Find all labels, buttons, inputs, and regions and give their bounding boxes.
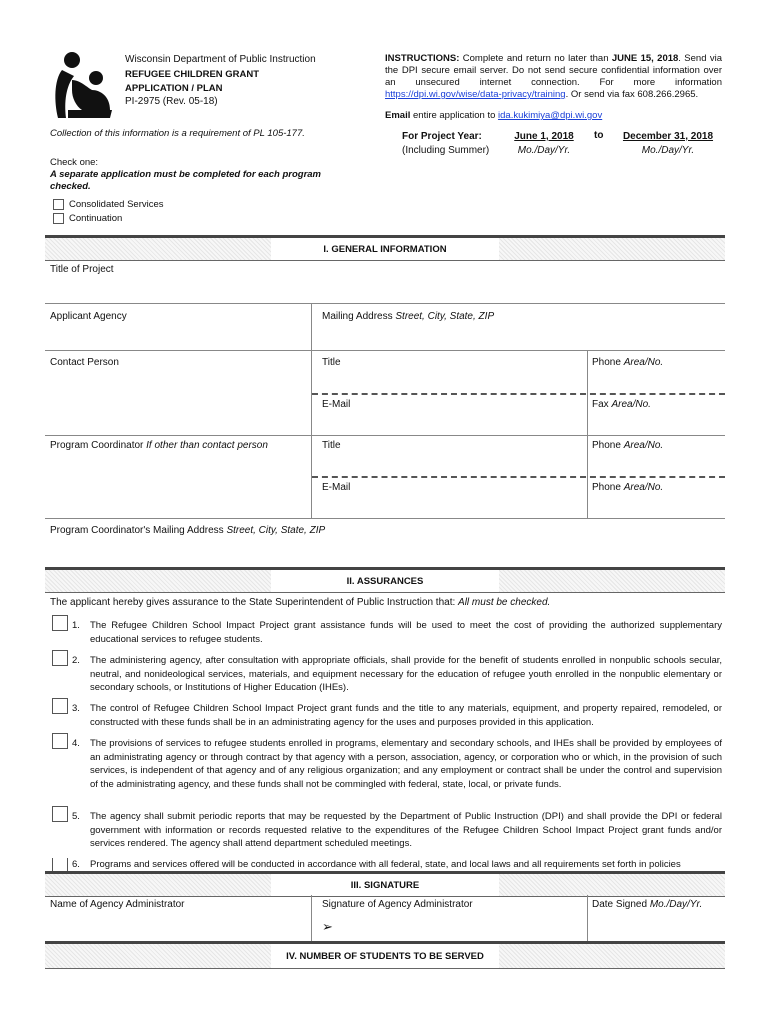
- coordinator-address-field[interactable]: [45, 520, 725, 564]
- instructions: INSTRUCTIONS: Complete and return no later than JUNE 15, 2018. Send via the DPI secure email server. Do not send secure confidential information over an unsecured internet connection. For more information https://dpi.wi.gov/wise/data-privacy/training. Or send via fax 608.266.2965.: [385, 53, 723, 100]
- assurance-checkbox-4[interactable]: [52, 733, 68, 749]
- contact-person-label: Contact Person: [50, 357, 119, 368]
- date-signed-field[interactable]: [588, 896, 725, 940]
- assurance-item-5: 5. The agency shall submit periodic reports that may be requested by the Department of Public Instruction (DPI) and shall provide the DPI or federal government with information or records requested relative to the expenditures of the Refugee Children School Impact Project grant funds and/or services rendered. The agency shall attend department scheduled meetings.: [50, 810, 722, 852]
- title-of-project-field[interactable]: [45, 262, 725, 302]
- section-students-header: IV. NUMBER OF STUDENTS TO BE SERVED: [45, 941, 725, 969]
- checkbox[interactable]: [53, 213, 64, 224]
- dpi-logo-icon: [52, 50, 114, 122]
- contact-email-label: E-Mail: [322, 399, 351, 410]
- project-start-date[interactable]: June 1, 2018 Mo./Day/Yr.: [514, 131, 574, 156]
- admin-signature-field[interactable]: [312, 896, 587, 940]
- option-continuation[interactable]: Continuation: [53, 213, 122, 224]
- admin-signature-label: Signature of Agency Administrator: [322, 899, 473, 910]
- email-link[interactable]: ida.kukimiya@dpi.wi.gov: [498, 110, 603, 121]
- checkbox[interactable]: [53, 199, 64, 210]
- program-coordinator-field[interactable]: [45, 437, 311, 517]
- section-signature-header: III. SIGNATURE: [45, 871, 725, 897]
- department-name: Wisconsin Department of Public Instruction: [125, 54, 316, 65]
- privacy-training-link[interactable]: https://dpi.wi.gov/wise/data-privacy/training: [385, 89, 566, 100]
- project-end-date[interactable]: December 31, 2018 Mo./Day/Yr.: [622, 131, 714, 156]
- assurance-item-3: 3. The control of Refugee Children School Impact Project grant funds and the title to any materials, equipment, and property repaired, remodeled, or constructed with these funds shall be in an administrating agency for the uses and purposes provided in this application.: [50, 702, 722, 730]
- assurance-item-1: 1. The Refugee Children School Impact Project grant assistance funds will be used to meet the cost of providing the authorized supplementary educational services to refugee students.: [50, 619, 722, 647]
- contact-person-field[interactable]: [45, 352, 311, 434]
- option-consolidated-services[interactable]: Consolidated Services: [53, 199, 164, 210]
- date-signed-label: Date Signed Mo./Day/Yr.: [592, 899, 703, 910]
- signature-arrow-icon: ➢: [322, 919, 333, 934]
- assurance-item-2: 2. The administering agency, after consultation with appropriate officials, shall provide for the benefit of students enrolled in nonpublic schools secular, neutral, and nonideological services, materials, and equipment necessary for the education of refugee youth enrolled in the nonpublic elementary or secondary schools, or Institutions of Higher Education (IHEs).: [50, 654, 722, 696]
- coordinator-phone-label: Phone Area/No.: [592, 440, 664, 451]
- section-assurances-header: II. ASSURANCES: [45, 567, 725, 593]
- admin-name-field[interactable]: [45, 896, 311, 940]
- coordinator-address-label: Program Coordinator's Mailing Address Street, City, State, ZIP: [50, 525, 326, 536]
- mailing-address-label: Mailing Address Street, City, State, ZIP: [322, 311, 495, 322]
- admin-name-label: Name of Agency Administrator: [50, 899, 185, 910]
- to-label: to: [594, 130, 604, 141]
- mailing-address-field[interactable]: [312, 305, 725, 349]
- program-coordinator-label: Program Coordinator If other than contact person: [50, 440, 268, 451]
- assurance-checkbox-2[interactable]: [52, 650, 68, 666]
- title-of-project-label: Title of Project: [50, 264, 114, 275]
- contact-fax-label: Fax Area/No.: [592, 399, 651, 410]
- assurance-item-6: 6. Programs and services offered will be conducted in accordance with all federal, state, and local laws and all requirements set forth in policies: [50, 858, 722, 872]
- assurance-checkbox-1[interactable]: [52, 615, 68, 631]
- assurance-checkbox-5[interactable]: [52, 806, 68, 822]
- coordinator-email-label: E-Mail: [322, 482, 351, 493]
- assurance-checkbox-3[interactable]: [52, 698, 68, 714]
- coordinator-title-label: Title: [322, 440, 341, 451]
- form-title: REFUGEE CHILDREN GRANT APPLICATION / PLAN: [125, 69, 260, 94]
- applicant-agency-label: Applicant Agency: [50, 311, 127, 322]
- form-number: PI-2975 (Rev. 05-18): [125, 96, 218, 107]
- email-instruction: Email entire application to ida.kukimiya@dpi.wi.gov: [385, 110, 603, 121]
- assurance-item-4: 4. The provisions of services to refugee students enrolled in programs, elementary and secondary schools, and IHEs shall be provided by employees of an administrating agency or through contract by that agency with a person, association, agency, or corporation who or which, in the provision of such services, is independent of that agency and of any religious organization; and any employment or contract shall be under the control and supervision of the administrating agency, and these funds shall not be commingled with federal, state, local, or private funds.: [50, 737, 722, 805]
- contact-title-label: Title: [322, 357, 341, 368]
- assurance-checkbox-6[interactable]: [52, 858, 68, 872]
- contact-phone-label: Phone Area/No.: [592, 357, 664, 368]
- check-one: Check one: A separate application must be completed for each program checked.: [50, 157, 321, 192]
- project-year-label: For Project Year: (Including Summer): [402, 131, 490, 156]
- applicant-agency-field[interactable]: [45, 305, 311, 349]
- coordinator-phone2-label: Phone Area/No.: [592, 482, 664, 493]
- assurances-intro: The applicant hereby gives assurance to the State Superintendent of Public Instruction that: All must be checked.: [50, 597, 551, 608]
- collection-note: Collection of this information is a requirement of PL 105-177.: [50, 128, 305, 139]
- section-general-header: I. GENERAL INFORMATION: [45, 235, 725, 261]
